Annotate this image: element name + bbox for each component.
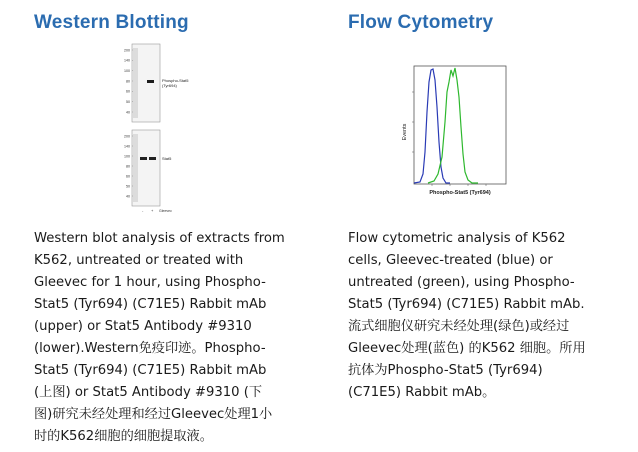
wb-line: Stat5 (Tyr694) (C71E5) Rabbit mAb bbox=[34, 363, 267, 378]
western-blot-description bbox=[34, 228, 324, 448]
blot-lower-label: Stat5 bbox=[162, 156, 172, 161]
fc-line: cells, Gleevec-treated (blue) or bbox=[348, 253, 553, 268]
blot-marker-label: 140 bbox=[124, 144, 130, 149]
blot-marker-label: 80 bbox=[126, 164, 130, 169]
blot-marker-label: 60 bbox=[126, 174, 130, 179]
phospho-stat5-band bbox=[147, 80, 154, 83]
wb-line: Western blot analysis of extracts from bbox=[34, 231, 285, 246]
lane-label-gleevec: Gleevec bbox=[159, 209, 172, 213]
blot-marker-label: 40 bbox=[126, 110, 130, 115]
wb-line: (upper) or Stat5 Antibody #9310 bbox=[34, 319, 252, 334]
fc-line: untreated (green), using Phospho- bbox=[348, 275, 575, 290]
stat5-band-lane1 bbox=[140, 157, 147, 160]
fc-line: 抗体为Phospho-Stat5 (Tyr694) bbox=[348, 363, 543, 378]
flow-cytometry-title: Flow Cytometry bbox=[348, 12, 494, 33]
blot-marker-label: 60 bbox=[126, 89, 130, 94]
flow-cytometry-description bbox=[348, 228, 633, 404]
fc-line: Flow cytometric analysis of K562 bbox=[348, 231, 566, 246]
wb-line: K562, untreated or treated with bbox=[34, 253, 244, 268]
blot-marker-label: 80 bbox=[126, 79, 130, 84]
lane-label-minus: - bbox=[142, 208, 144, 213]
western-blot-image bbox=[118, 40, 200, 215]
blot-upper-label-2: (Tyr694) bbox=[162, 83, 177, 88]
fc-line: 流式细胞仪研究未经处理(绿色)或经过 bbox=[348, 319, 570, 334]
blot-marker-label: 100 bbox=[124, 154, 130, 159]
wb-line: 时的K562细胞的细胞提取液。 bbox=[34, 429, 213, 444]
blot-marker-label: 200 bbox=[124, 134, 130, 139]
blot-marker-label: 100 bbox=[124, 68, 130, 73]
flow-ylabel: Events bbox=[402, 123, 408, 141]
fc-line: Stat5 (Tyr694) (C71E5) Rabbit mAb. bbox=[348, 297, 585, 312]
fc-line: Gleevec处理(蓝色) 的K562 细胞。所用 bbox=[348, 341, 586, 356]
wb-line: (lower).Western免疫印迹。Phospho- bbox=[34, 341, 266, 356]
stat5-band-lane2 bbox=[149, 157, 156, 160]
wb-line: 图)研究未经处理和经过Gleevec处理1小 bbox=[34, 407, 273, 422]
flow-cytometry-plot bbox=[398, 62, 528, 200]
flow-xlabel: Phospho-Stat5 (Tyr694) bbox=[429, 190, 491, 196]
western-blotting-title: Western Blotting bbox=[34, 12, 189, 33]
wb-line: (上图) or Stat5 Antibody #9310 (下 bbox=[34, 385, 263, 400]
wb-line: Gleevec for 1 hour, using Phospho- bbox=[34, 275, 266, 290]
blot-marker-label: 50 bbox=[126, 184, 130, 189]
fc-line: (C71E5) Rabbit mAb。 bbox=[348, 385, 496, 400]
blot-upper-label-1: Phospho-Stat5 bbox=[162, 78, 189, 83]
blot-marker-label: 40 bbox=[126, 194, 130, 199]
blot-marker-label: 140 bbox=[124, 58, 130, 63]
blot-marker-label: 50 bbox=[126, 99, 130, 104]
blot-marker-label: 200 bbox=[124, 48, 130, 53]
lane-label-plus: + bbox=[151, 208, 154, 213]
wb-line: Stat5 (Tyr694) (C71E5) Rabbit mAb bbox=[34, 297, 267, 312]
